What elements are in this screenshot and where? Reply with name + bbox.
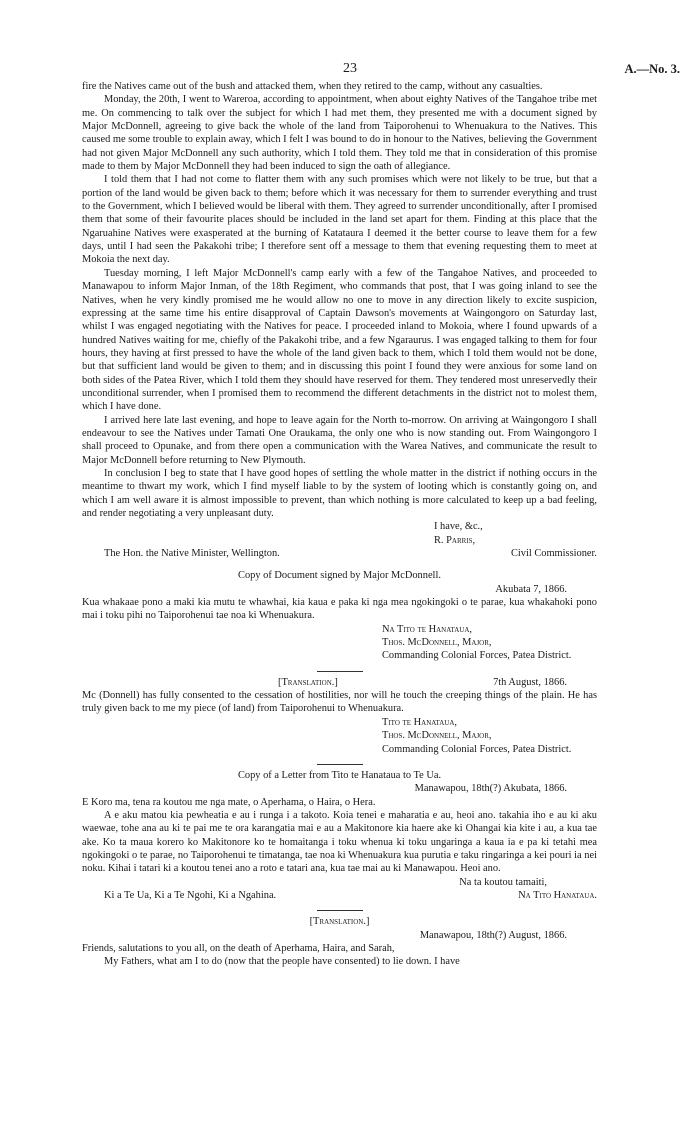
maori-letter-footer: [82, 889, 597, 902]
document-date: Akubata 7, 1866.: [495, 583, 567, 595]
section-divider: [317, 671, 363, 672]
translation-text: Mc (Donnell) has fully consented to the cessation of hostilities, nor will he touch the creeping things of the plain. He has truly given back to me my piece (of land) from Taiporohenui to Whenuakura.: [82, 690, 597, 715]
translation-signatures: [82, 716, 597, 756]
document-heading: Copy of Document signed by Major McDonnell.: [238, 570, 441, 582]
document-text: Kua whakaae pono a maki kia mutu te whawhai, kia kaua e paka ki nga mea ngokingoki o te parae, kua whakahoki pono mai i toku pihi no Taiporohenui tae noa ki Whenuakura.: [82, 597, 597, 622]
letter-paragraph: I arrived here late last evening, and hope to leave again for the North to-morrow. On arriving at Waingongoro I shall endeavour to see the Natives under Tamati One Oraukama, the only one who is now standing out. From Waingongoro I shall proceed to Opunake, and from there open a communication with the Warea Natives, and communicate the result to Major McDonnell before returning to New Plymouth.: [82, 414, 597, 466]
page-number: 23: [343, 61, 357, 76]
translation-header: [82, 676, 597, 689]
letter-signer-title: Civil Commissioner.: [510, 548, 597, 560]
document-signatures: [82, 623, 597, 663]
translation-label: [Translation.]: [309, 916, 370, 928]
letter-paragraph: In conclusion I beg to state that I have good hopes of settling the whole matter in the district if nothing occurs in the meantime to thwart my work, which I find myself liable to by the system of looting which is constantly going on, and which I am well aware it is almost impossible to prevent, than which nothing is more calculated to keep up a bad feeling, and render negotiating a very unpleasant duty.: [82, 467, 597, 519]
maori-letter-salutation: E Koro ma, tena ra koutou me nga mate, o Aperhama, o Haira, o Hera.: [82, 796, 376, 808]
letter-closing: I have, &c.,: [434, 521, 483, 533]
document-signature: Commanding Colonial Forces, Patea District.: [382, 650, 572, 662]
translation-date: 7th August, 1866.: [493, 676, 567, 688]
document-signature: Thos. McDonnell, Major,: [382, 637, 492, 649]
translation-signature: Tito te Hanataua,: [382, 716, 458, 728]
letter-paragraph: Tuesday morning, I left Major McDonnell's camp early with a few of the Tangahoe Natives, and proceeded to Manawapou to inform Major Inman, of the 18th Regiment, who commands that post, that I was going inland to see the Natives, when he very kindly promised me he would allow no one to move in any direction likely to excite suspicion, expressing at the same time his entire disapproval of Captain Dawson's movements at Waingongoro on Saturday last, whilst I was engaged negotiating with the Natives for peace. I proceeded inland to Mokoia, where I found upwards of a hundred Natives waiting for me, chiefly of the Pakakohi tribe, and a few Ngaraurus. I was engaged talking to them for four hours, they having at first pressed to have the whole of the land given back to them, which I told them would not be done, but that sufficient land would be given to them; and in discussing this point I found they were anxious for some land on both sides of the Patea River, which I told them they should have reserved for them. They tendered most unreservedly their unconditional surrender, when I promised them to recommend the different detachments in the district not to molest them, which I have done.: [82, 267, 597, 413]
paper-reference: A.—No. 3.: [624, 62, 680, 76]
translation-label: [Translation.]: [278, 676, 338, 688]
translation-text: My Fathers, what am I to do (now that the people have consented) to lie down. I have: [104, 956, 460, 968]
maori-letter-closing: Na ta koutou tamaiti,: [459, 876, 547, 888]
maori-letter-signer: Na Tito Hanataua.: [518, 889, 597, 901]
translation-signature: Thos. McDonnell, Major,: [382, 730, 492, 742]
section-divider: [317, 910, 363, 911]
letter-footer: [82, 547, 597, 560]
maori-letter-date: Manawapou, 18th(?) Akubata, 1866.: [414, 783, 567, 795]
maori-letter-addressees: Ki a Te Ua, Ki a Te Ngohi, Ki a Ngahina.: [104, 889, 277, 901]
document-signature: Na Tito te Hanataua,: [382, 623, 472, 635]
letter-paragraph: Monday, the 20th, I went to Wareroa, according to appointment, when about eighty Natives of the Tangahoe tribe met me. On commencing to talk over the subject for which I had met them, they presented me with a document signed by Major McDonnell, agreeing to give back the whole of the land from Taiporohenui to Whenuakura to the Natives. This caused me some trouble to explain away, which I felt I was bound to do in honour to the Natives, believing the Government had not given Major McDonnell any such authority, which I told them. They told me that in consideration of this promise made to them by Major McDonnell they had been induced to sign the oath of allegiance.: [82, 94, 597, 173]
translation-signature: Commanding Colonial Forces, Patea District.: [382, 743, 572, 755]
maori-letter-text: A e aku matou kia pewheatia e au i runga i a takoto. Koia tenei e maharatia e au, heoi ano. takahia iho e au ki aku waewae, tohe ana au ki te pai me te ora karangatia mai e au a Makitonore kia haere ake ki Ohangai kia kite i au, a kua tae ake. Ko ta maua korero ko Makitonore ko te homaitanga i toku whenua ki toku ungaringa a kaua ia e pa ki tetahi mea ngokingoki o te parae, no Taiporohenui te timatanga, tae noa ki Whenuakura kua purutia e taku ringaringa a kei pouri ia nei noku. Kihai i tatari ki a koutou tenei ano a roto e tatari ana, kua tae mai au ki Manawapou. Heoi ano.: [82, 809, 597, 875]
translation-date: Manawapou, 18th(?) August, 1866.: [419, 929, 567, 941]
letter-signer: R. Parris,: [434, 534, 476, 546]
letter-paragraph: I told them that I had not come to flatter them with any such promises which were not likely to be true, but that a portion of the land would be given back to them; before which it was necessary for them to surrender everything and trust to the Government, which I believed would be liberal with them. They agreed to surrender unconditionally, after I promised them that some of their favourite places should be included in the land set apart for them. Finding at this place that the Ngaruahine Natives were exasperated at the burning of Katataura I deemed it the better course to leave them for a few days, until I had seen the Pakakohi tribe; I therefore sent off a message to them that evening requesting them to meet at Mokoia the next day.: [82, 174, 597, 266]
maori-letter-heading: Copy of a Letter from Tito te Hanataua to Te Ua.: [237, 769, 442, 781]
letter-paragraph: fire the Natives came out of the bush and attacked them, when they retired to the camp, without any casualties.: [82, 81, 543, 92]
document-body: [82, 80, 597, 969]
section-divider: [317, 764, 363, 765]
translation-salutation: Friends, salutations to you all, on the death of Aperhama, Haira, and Sarah,: [82, 942, 395, 954]
letter-addressee: The Hon. the Native Minister, Wellington.: [104, 548, 280, 560]
